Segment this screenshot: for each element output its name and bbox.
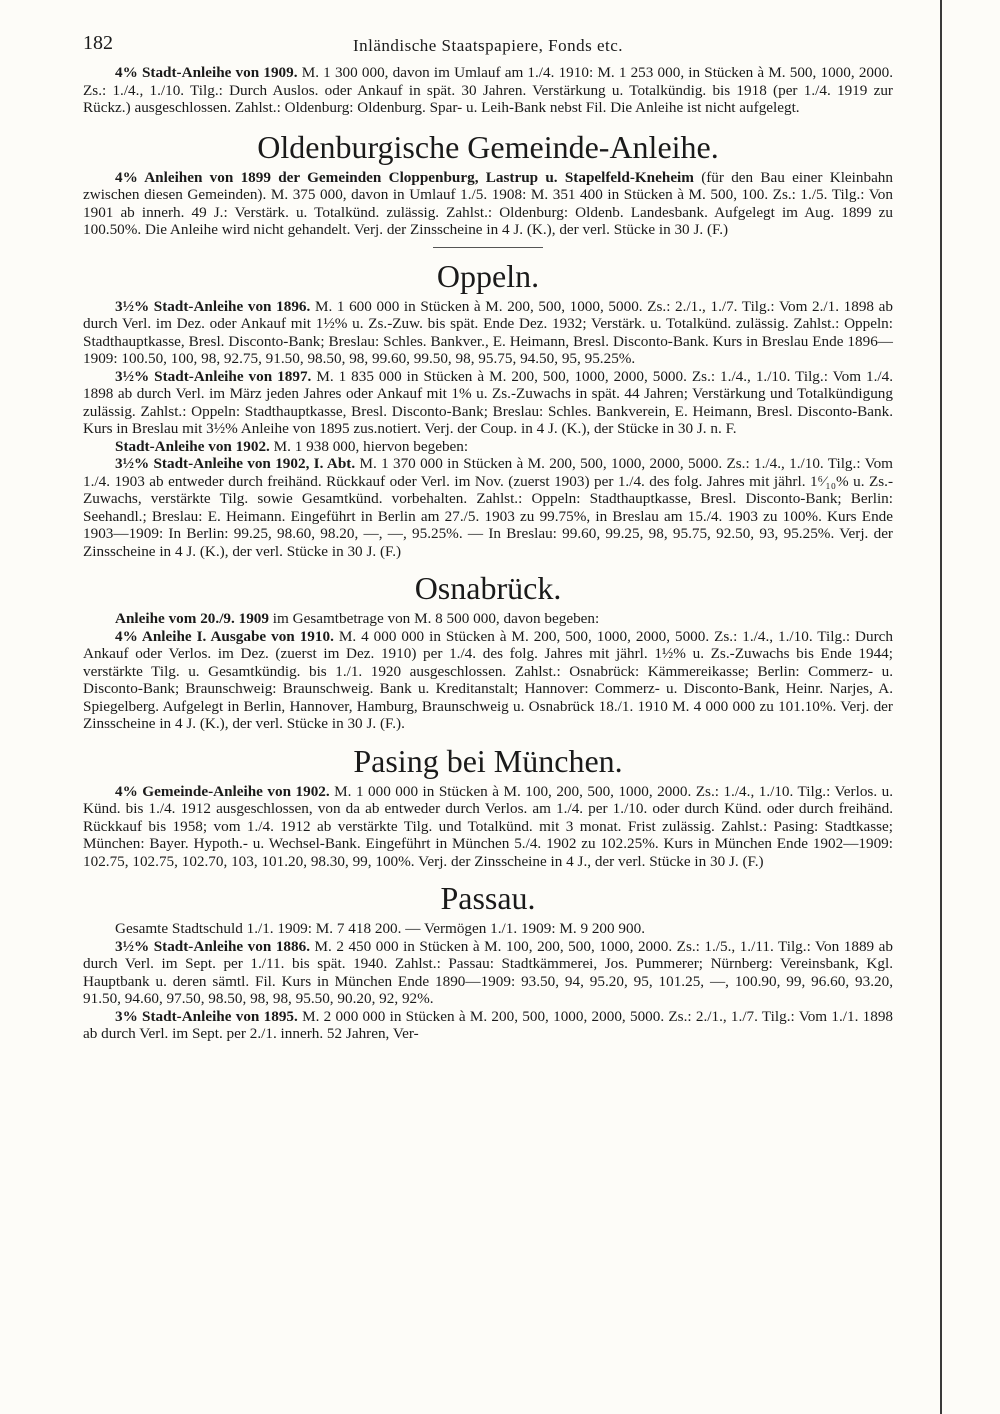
entry-paragraph <box>83 438 893 456</box>
entry-lead: 4% Anleihen von 1899 der Gemeinden Cloppenburg, Lastrup u. Stapelfeld-Kneheim <box>115 168 694 186</box>
entry-paragraph <box>83 938 893 1008</box>
entry-text: M. 1 300 000, davon im Umlauf am 1./4. 1910: M. 1 253 000, in Stücken à M. 500, 1000, 2000. Zs.: 1./4., 1./10. Tilg.: Durch Auslos. oder Ankauf in spät. 30 Jahren. Verstärkung u. Totalkündig. bis 1918 (per 1./4. 1919 zur Rückz.) ausgeschlossen. Zahlst.: Oldenburg: Oldenburg. Spar- u. Leih-Bank nebst Fil. Die Anleihe ist nicht aufgelegt. <box>83 64 894 116</box>
section-heading: Passau. <box>440 880 536 916</box>
section-heading: Pasing bei München. <box>353 742 623 779</box>
page-edge-rule <box>940 0 942 1414</box>
page-header <box>83 32 893 62</box>
entry-paragraph <box>83 783 893 871</box>
entry-text: M. 1 370 000 in Stücken à M. 200, 500, 1000, 2000, 5000. Zs.: 1./4., 1./10. Tilg.: Vom 1./4. 1903 ab entweder durch freihänd. Rückkauf oder Verl. im Nov. (zuerst 1903) per 1./4. des folg. Jahres mit jährl. 1⁶⁄₁₀% u. Zs.-Zuwachs, verstärkte Tilg. sowie Gesamtkünd. vorbehalten. Zahlst.: Oppeln: Stadthauptkasse, Bresl. Disconto-Bank; Berlin: Seehandl.; Breslau: E. Heimann. Eingeführt in Berlin am 27./5. 1903 zu 99.75%, in Breslau am 15./4. 1903 zu 100%. Kurs Ende 1903—1909: In Berlin: 99.25, 98.60, 98.20, —, —, 95.25%. — In Breslau: 99.60, 99.25, 98, 95.75, 92.50, 93, 95.25%. Verj. der Zinsscheine in 4 J. (K.), der verl. Stücke in 30 J. (F.) <box>83 455 893 560</box>
section-heading: Oppeln. <box>436 257 540 294</box>
entry-lead: Anleihe vom 20./9. 1909 <box>115 610 269 627</box>
entry-lead: 4% Anleihe I. Ausgabe von 1910. <box>115 627 334 645</box>
entry-text: M. 2 450 000 in Stücken à M. 100, 200, 500, 1000, 2000. Zs.: 1./5., 1./11. Tilg.: Von 1889 ab durch Verl. im Sept. per 1./11. bis spät. 1940. Zahlst.: Passau: Stadtkämmerei, Jos. Pummerer; Nürnberg: Vereinsbank, Kgl. Hauptbank u. deren sämtl. Fil. Kurs in München Ende 1890—1909: 93.50, 94, 95.20, 95, 101.25, —, 100.90, 99, 96.60, 93.20, 91.50, 94.60, 97.50, 98.50, 98, 98, 95.50, 90.20, 92, 92%. <box>83 937 893 1007</box>
section-osnabrueck <box>83 572 893 733</box>
running-title: Inländische Staatspapiere, Fonds etc. <box>352 36 624 55</box>
entry-paragraph <box>83 298 893 368</box>
entry-paragraph <box>83 628 893 733</box>
section-oldenburgische-gemeinde <box>83 128 893 248</box>
entry-lead: 3½% Stadt-Anleihe von 1886. <box>115 937 310 955</box>
entry-lead: 3½% Stadt-Anleihe von 1902, I. Abt. <box>115 455 356 472</box>
entry-lead: 3½% Stadt-Anleihe von 1896. <box>115 297 311 315</box>
entry-text: M. 1 835 000 in Stücken à M. 200, 500, 1000, 2000, 5000. Zs.: 1./4., 1./10. Tilg.: Vom 1./4. 1898 ab durch Verl. im März jeden Jahres oder Ankauf mit 1% u. Zs.-Zuwachs in spät. 44 Jahren; Verstärkung und Totalkündigung zulässig. Zahlst.: Oppeln: Stadthauptkasse, Bresl. Disconto-Bank; Breslau: Schles. Bankverein, E. Heimann, Bresl. Disconto-Bank. Kurs in Breslau mit 3½% Anleihe von 1895 zus.notiert. Verj. der Coup. in 4 J. (K.), der Stücke in 30 J. n. F. <box>83 367 894 437</box>
section-heading: Osnabrück. <box>414 570 562 606</box>
page-number: 182 <box>83 32 113 54</box>
entry-lead: 4% Stadt-Anleihe von 1909. <box>115 64 298 81</box>
entry-paragraph <box>83 368 893 438</box>
entry-lead: 3% Stadt-Anleihe von 1895. <box>115 1007 298 1025</box>
section-oldenburg-continued <box>83 64 893 117</box>
entry-paragraph <box>83 169 893 239</box>
section-heading: Oldenburgische Gemeinde-Anleihe. <box>257 128 719 165</box>
entry-text: M. 4 000 000 in Stücken à M. 200, 500, 1000, 2000, 5000. Zs.: 1./4., 1./10. Tilg.: Durch Ankauf oder Verlos. im Dez. (zuerst im Dez. 1910) per 1./4. des folg. Jahres mit jährl. 1½% u. Zs.-Zuwachs bis Ende 1944; verstärkte Tilg. u. Gesamtkündig. bis 1./1. 1920 ausgeschlossen. Zahlst.: Osnabrück: Kämmereikasse; Berlin: Commerz- u. Disconto-Bank; Braunschweig: Braunschweig. Bank u. Kreditanstalt; Hannover: Commerz- u. Disconto-Bank, Heinr. Narjes, A. Spiegelberg. Aufgelegt in Berlin, Hannover, Hamburg, Braunschweig u. Osnabrück 18./1. 1910 M. 4 000 000 zu 101.10%. Verj. der Zinsscheine in 4 J. (K.), der verl. Stücke in 30 J. (F.). <box>83 627 894 732</box>
entry-text: M. 1 000 000 in Stücken à M. 100, 200, 500, 1000, 2000. Zs.: 1./4., 1./10. Tilg.: Verlos. u. Künd. bis 1./4. 1912 ausgeschlossen, von da ab entweder durch Verlos. am 1./4. per 1./10. oder durch Künd. oder durch freihänd. Rückkauf bis 1958; vom 1./4. 1912 ab verstärkte Tilg. und Totalkünd. mit 3 monat. Frist zulässig. Zahlst.: Pasing: Stadtkasse; München: Bayer. Hypoth.- u. Wechsel-Bank. Eingeführt in München 5./4. 1902 zu 102.25%. Kurs in München Ende 1902—1909: 102.75, 102.75, 102.70, 103, 101.20, 98.30, 99, 100%. Verj. der Zinsscheine in 4 J., der verl. Stücke in 30 J. (F.) <box>83 782 894 870</box>
section-pasing <box>83 742 894 871</box>
entry-text: (für den Bau einer Kleinbahn zwischen diesen Gemeinden). M. 375 000, davon in Umlauf 1./5. 1908: M. 351 400 in Stücken à M. 500, 100. Zs.: 1./5. Tilg.: Von 1901 ab innerh. 49 J.: Verstärk. u. Totalkünd. zulässig. Zahlst.: Oldenburg: Oldenb. Landesbank. Aufgelegt im Aug. 1899 zu 100.50%. Die Anleihe wird nicht gehandelt. Verj. der Zinsscheine in 4 J. (K.), der verl. Stücke in 30 J. (F.) <box>83 168 893 238</box>
entry-paragraph <box>83 920 893 938</box>
entry-lead: 3½% Stadt-Anleihe von 1897. <box>115 367 312 385</box>
entry-paragraph <box>83 64 893 117</box>
entry-lead: 4% Gemeinde-Anleihe von 1902. <box>115 782 330 800</box>
section-oppeln <box>83 257 894 561</box>
entry-paragraph <box>83 610 893 628</box>
entry-text: M. 2 000 000 in Stücken à M. 200, 500, 1000, 2000, 5000. Zs.: 2./1., 1./7. Tilg.: Vom 1./1. 1898 ab durch Verl. im Sept. per 2./1. innerh. 52 Jahren, Ver- <box>83 1007 894 1042</box>
entry-lead: Stadt-Anleihe von 1902. <box>115 437 270 455</box>
entry-text: Gesamte Stadtschuld 1./1. 1909: M. 7 418 200. — Vermögen 1./1. 1909: M. 9 200 900. <box>115 920 645 937</box>
section-passau <box>83 882 893 1043</box>
entry-paragraph <box>83 455 893 560</box>
section-divider <box>433 247 543 248</box>
entry-text: im Gesamtbetrage von M. 8 500 000, davon begeben: <box>268 610 600 627</box>
page-body <box>83 64 893 1043</box>
entry-text: M. 1 938 000, hiervon begeben: <box>269 437 469 455</box>
entry-paragraph <box>83 1008 893 1043</box>
entry-text: M. 1 600 000 in Stücken à M. 200, 500, 1000, 5000. Zs.: 2./1., 1./7. Tilg.: Vom 2./1. 1898 ab durch Verl. im Dez. oder Ankauf mit 1½% u. Zs.-Zuw. bis spät. Ende Dez. 1932; Verstärk. u. Totalkünd. zulässig. Zahlst.: Oppeln: Stadthauptkasse, Bresl. Disconto-Bank; Breslau: Schles. Bankver., E. Heimann, Bresl. Disconto-Bank. Kurs in Breslau Ende 1896—1909: 100.50, 100, 98, 92.75, 91.50, 98.50, 98, 99.60, 99.50, 98, 95.75, 94.50, 95, 95.25%. <box>83 297 893 367</box>
